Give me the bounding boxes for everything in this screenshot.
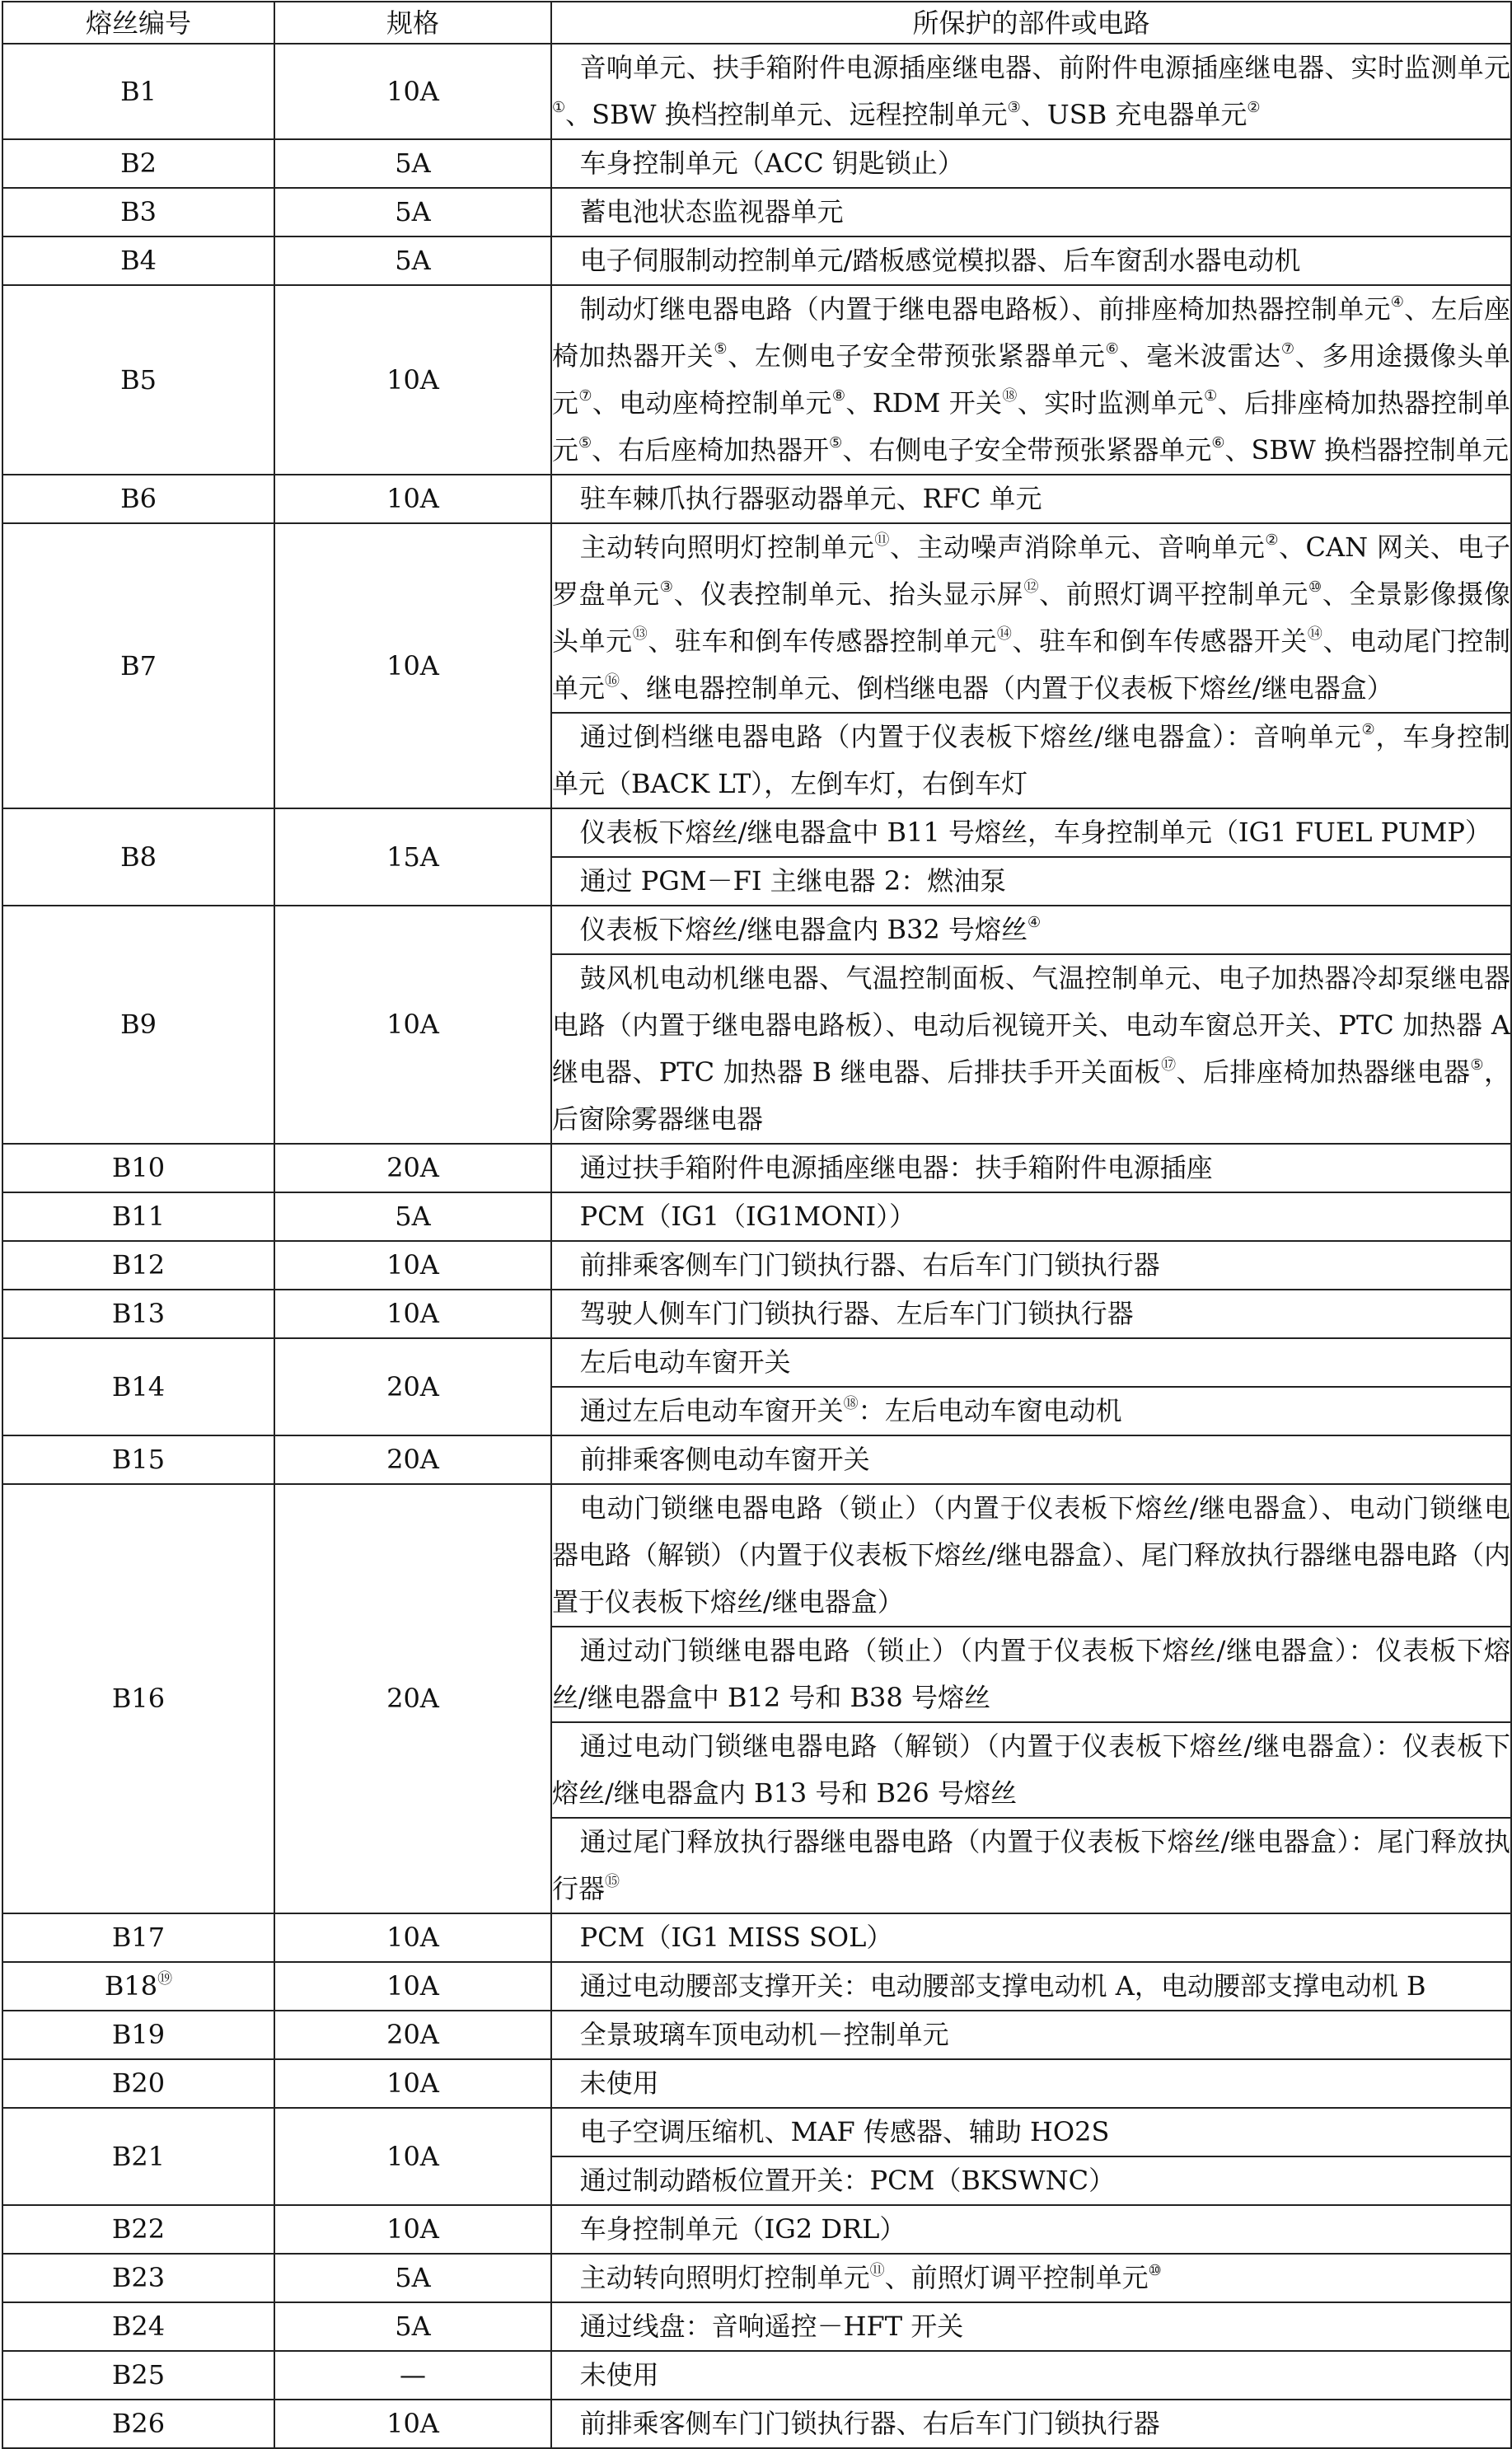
- protected-circuit: [551, 857, 1511, 906]
- table-row: [2, 285, 1511, 475]
- fuse-number-text: B24: [111, 2311, 166, 2342]
- fuse-number: [2, 1192, 274, 1241]
- header-fuse-number: 熔丝编号: [2, 2, 274, 44]
- circuit-segment: PCM（IG1（IG1MONI））: [579, 1201, 916, 1232]
- protected-circuit: [551, 236, 1511, 285]
- circuit-segment: 、后排座椅加热器控制单元: [552, 387, 1510, 466]
- circuit-segment: 、左侧电子安全带预张紧器单元: [728, 340, 1106, 372]
- protected-circuit: [551, 1913, 1511, 1962]
- fuse-number-text: B12: [111, 1249, 166, 1281]
- fuse-number: [2, 44, 274, 139]
- protected-circuit: [551, 713, 1511, 808]
- circuit-segment: 驾驶人侧车门门锁执行器、左后车门门锁执行器: [579, 1298, 1134, 1329]
- fuse-number-text: B18: [104, 1970, 158, 2002]
- note-ref: ②: [1361, 721, 1376, 738]
- fuse-number: [2, 2059, 274, 2108]
- fuse-rating: 5A: [274, 188, 551, 236]
- fuse-rating: 10A: [274, 2205, 551, 2254]
- circuit-text: [552, 475, 1510, 522]
- protected-circuit: [551, 1387, 1511, 1435]
- table-row: [2, 1241, 1511, 1290]
- circuit-text: [552, 2011, 1510, 2058]
- circuit-segment: 未使用: [579, 2359, 659, 2390]
- table-row: [2, 1144, 1511, 1192]
- circuit-text: [552, 286, 1510, 474]
- protected-circuit: [551, 1627, 1511, 1722]
- circuit-segment: 、USB 充电器单元: [1020, 99, 1248, 130]
- circuit-segment: 、驻车和倒车传感器控制单元: [648, 625, 997, 657]
- table-row: [2, 2302, 1511, 2351]
- circuit-text: [552, 1819, 1510, 1913]
- table-row: [2, 906, 1511, 954]
- protected-circuit: [551, 2156, 1511, 2205]
- circuit-text: [552, 1914, 1510, 1961]
- note-ref: ②: [1265, 531, 1280, 549]
- circuit-text: [552, 906, 1510, 953]
- circuit-text: [552, 2109, 1510, 2156]
- fuse-number-text: B26: [111, 2408, 166, 2439]
- fuse-table: [2, 1, 1512, 2449]
- fuse-number: [2, 2400, 274, 2448]
- circuit-segment: 、前照灯调平控制单元: [1039, 578, 1309, 610]
- fuse-rating: —: [274, 2351, 551, 2400]
- circuit-text: [552, 1723, 1510, 1817]
- circuit-text: [552, 140, 1510, 187]
- protected-circuit: [551, 523, 1511, 713]
- fuse-number: [2, 2011, 274, 2059]
- fuse-number: [2, 1484, 274, 1913]
- fuse-number: [2, 2351, 274, 2400]
- header-protected-circuits: 所保护的部件或电路: [551, 2, 1511, 44]
- fuse-number: [2, 1962, 274, 2011]
- circuit-segment: 主动转向照明灯控制单元: [579, 2262, 870, 2293]
- note-ref: ⑪: [874, 531, 890, 549]
- note-ref: ⑩: [1148, 2262, 1162, 2279]
- header-row: [2, 2, 1511, 44]
- note-ref: ⑭: [996, 625, 1013, 643]
- note-ref: ⑯: [605, 672, 620, 690]
- note-ref: ⑦: [1280, 340, 1295, 358]
- fuse-number-text: B15: [111, 1444, 166, 1475]
- table-row: [2, 1192, 1511, 1241]
- fuse-rating: 10A: [274, 2059, 551, 2108]
- fuse-number: [2, 1144, 274, 1192]
- circuit-text: [552, 2303, 1510, 2350]
- protected-circuit: [551, 1241, 1511, 1290]
- circuit-text: [552, 2400, 1510, 2447]
- fuse-table-body: [2, 44, 1511, 2448]
- note-ref: ⑭: [1307, 625, 1323, 643]
- circuit-segment: 、电动座椅控制单元: [592, 387, 832, 419]
- circuit-segment: 仪表板下熔丝/继电器盒中 B11 号熔丝，车身控制单元（IG1 FUEL PUMP）: [579, 817, 1491, 848]
- circuit-text: [552, 1290, 1510, 1337]
- circuit-text: [552, 2157, 1510, 2204]
- circuit-segment: 通过电动门锁继电器电路（解锁）（内置于仪表板下熔丝/继电器盒）：仪表板下熔丝/继电器盒内 B13 号和 B26 号熔丝: [552, 1730, 1510, 1809]
- fuse-rating: 5A: [274, 236, 551, 285]
- fuse-number-note: ⑲: [157, 1970, 173, 1988]
- circuit-segment: 前排乘客侧车门门锁执行器、右后车门门锁执行器: [579, 1249, 1160, 1281]
- note-ref: ⑤: [829, 434, 843, 452]
- table-row: [2, 808, 1511, 857]
- circuit-segment: 仪表板下熔丝/继电器盒内 B32 号熔丝: [579, 914, 1028, 945]
- fuse-number-text: B11: [111, 1201, 166, 1232]
- protected-circuit: [551, 1484, 1511, 1627]
- table-row: [2, 1290, 1511, 1338]
- fuse-number: [2, 2254, 274, 2302]
- fuse-number-text: B1: [120, 75, 157, 107]
- circuit-segment: 、SBW 换档器控制单元: [1224, 434, 1509, 466]
- circuit-segment: 通过 PGM－FI 主继电器 2：燃油泵: [579, 865, 1007, 897]
- circuit-segment: 、SBW 换档控制单元、远程控制单元: [565, 99, 1008, 130]
- protected-circuit: [551, 139, 1511, 188]
- fuse-number-text: B13: [111, 1298, 166, 1329]
- circuit-segment: 、驻车和倒车传感器开关: [1012, 625, 1308, 657]
- fuse-rating: 20A: [274, 1338, 551, 1435]
- fuse-number: [2, 1338, 274, 1435]
- fuse-number-text: B14: [111, 1370, 166, 1402]
- fuse-rating: 5A: [274, 1192, 551, 1241]
- circuit-text: [552, 1436, 1510, 1483]
- fuse-rating: 10A: [274, 906, 551, 1144]
- fuse-number: [2, 285, 274, 475]
- table-row: [2, 1913, 1511, 1962]
- fuse-number: [2, 808, 274, 906]
- fuse-number: [2, 188, 274, 236]
- fuse-number-text: B8: [120, 841, 157, 873]
- circuit-segment: 电子空调压缩机、MAF 传感器、辅助 HO2S: [579, 2116, 1110, 2147]
- table-row: [2, 2400, 1511, 2448]
- protected-circuit: [551, 44, 1511, 139]
- fuse-rating: 5A: [274, 2302, 551, 2351]
- note-ref: ①: [552, 99, 566, 116]
- fuse-number-text: B19: [111, 2019, 166, 2050]
- header-rating: 规格: [274, 2, 551, 44]
- circuit-segment: 、实时监测单元: [1017, 387, 1205, 419]
- circuit-text: [552, 1388, 1510, 1435]
- fuse-rating: 10A: [274, 44, 551, 139]
- table-row: [2, 2108, 1511, 2156]
- circuit-segment: 、后排座椅加热器继电器: [1176, 1056, 1471, 1088]
- table-row: [2, 2254, 1511, 2302]
- protected-circuit: [551, 1192, 1511, 1241]
- circuit-segment: 、主动噪声消除单元、音响单元: [889, 531, 1266, 563]
- circuit-segment: 电动门锁继电器电路（锁止）（内置于仪表板下熔丝/继电器盒）、电动门锁继电器电路（解锁）（内置于仪表板下熔丝/继电器盒）、尾门释放执行器继电器电路（内置于仪表板下熔丝/继电器盒）: [552, 1492, 1510, 1618]
- circuit-segment: 蓄电池状态监视器单元: [579, 196, 844, 227]
- fuse-number-text: B20: [111, 2067, 166, 2099]
- circuit-text: [552, 1963, 1510, 2010]
- circuit-segment: 、全景影像摄像头单元: [552, 578, 1510, 657]
- table-row: [2, 523, 1511, 713]
- fuse-number-text: B22: [111, 2213, 166, 2245]
- note-ref: ⑫: [1023, 578, 1040, 596]
- protected-circuit: [551, 285, 1511, 475]
- circuit-segment: 、右后座椅加热器开: [592, 434, 830, 466]
- note-ref: ②: [1247, 99, 1261, 116]
- fuse-rating: 10A: [274, 2108, 551, 2205]
- circuit-text: [552, 1485, 1510, 1626]
- circuit-segment: 鼓风机电动机继电器、气温控制面板、气温控制单元、电子加热器冷却泵继电器电路（内置于继电器电路板）、电动后视镜开关、电动车窗总开关、PTC 加热器 A 继电器、PTC 加热器 B 继电器、后排扶手开关面板: [552, 962, 1510, 1088]
- circuit-segment: 、多用途摄像头单元: [552, 340, 1510, 419]
- fuse-rating: 20A: [274, 1484, 551, 1913]
- protected-circuit: [551, 1962, 1511, 2011]
- table-row: [2, 1484, 1511, 1627]
- circuit-segment: 前排乘客侧电动车窗开关: [579, 1444, 870, 1475]
- fuse-number: [2, 1913, 274, 1962]
- note-ref: ④: [1390, 293, 1405, 311]
- fuse-number-text: B16: [111, 1683, 166, 1714]
- protected-circuit: [551, 475, 1511, 523]
- protected-circuit: [551, 1338, 1511, 1387]
- circuit-segment: 、电动尾门控制单元: [552, 625, 1510, 704]
- circuit-segment: ，车身控制单元（BACK LT），左倒车灯，右倒车灯: [552, 721, 1510, 799]
- circuit-text: [552, 44, 1510, 138]
- protected-circuit: [551, 1290, 1511, 1338]
- circuit-segment: 通过倒档继电器电路（内置于仪表板下熔丝/继电器盒）：音响单元: [579, 721, 1362, 752]
- protected-circuit: [551, 2011, 1511, 2059]
- fuse-rating: 10A: [274, 1913, 551, 1962]
- circuit-segment: 通过线盘：音响遥控－HFT 开关: [579, 2311, 964, 2342]
- note-ref: ⑧: [831, 387, 846, 405]
- fuse-rating: 10A: [274, 285, 551, 475]
- table-row: [2, 2205, 1511, 2254]
- fuse-number: [2, 2108, 274, 2205]
- fuse-number: [2, 906, 274, 1144]
- table-row: [2, 139, 1511, 188]
- circuit-text: [552, 2255, 1510, 2301]
- fuse-number-text: B7: [120, 649, 157, 681]
- circuit-segment: 电子伺服制动控制单元/踏板感觉模拟器、后车窗刮水器电动机: [579, 245, 1301, 276]
- circuit-segment: 通过动门锁继电器电路（锁止）（内置于仪表板下熔丝/继电器盒）：仪表板下熔丝/继电器盒中 B12 号和 B38 号熔丝: [552, 1635, 1510, 1713]
- protected-circuit: [551, 2205, 1511, 2254]
- circuit-segment: PCM（IG1 MISS SOL）: [579, 1922, 893, 1953]
- table-row: [2, 1962, 1511, 2011]
- protected-circuit: [551, 2302, 1511, 2351]
- protected-circuit: [551, 1144, 1511, 1192]
- circuit-segment: 主动转向照明灯控制单元: [579, 531, 875, 563]
- circuit-text: [552, 809, 1510, 856]
- circuit-segment: 前排乘客侧车门门锁执行器、右后车门门锁执行器: [579, 2408, 1160, 2439]
- circuit-text: [552, 524, 1510, 712]
- table-row: [2, 1338, 1511, 1387]
- fuse-rating: 20A: [274, 1144, 551, 1192]
- note-ref: ⑤: [1470, 1056, 1484, 1074]
- note-ref: ⑮: [605, 1873, 620, 1890]
- table-row: [2, 236, 1511, 285]
- circuit-segment: ：左后电动车窗电动机: [858, 1395, 1122, 1426]
- table-row: [2, 2059, 1511, 2108]
- circuit-text: [552, 2352, 1510, 2399]
- fuse-number-text: B4: [120, 245, 157, 276]
- circuit-segment: 音响单元、扶手箱附件电源插座继电器、前附件电源插座继电器、实时监测单元: [579, 52, 1510, 83]
- note-ref: ⑩: [1308, 578, 1322, 596]
- fuse-number: [2, 1290, 274, 1338]
- note-ref: ⑱: [1002, 387, 1018, 405]
- circuit-segment: 、仪表控制单元、抬头显示屏: [673, 578, 1024, 610]
- circuit-text: [552, 2206, 1510, 2253]
- circuit-segment: 制动灯继电器电路（内置于继电器电路板）、前排座椅加热器控制单元: [579, 293, 1391, 325]
- protected-circuit: [551, 1435, 1511, 1484]
- protected-circuit: [551, 1722, 1511, 1818]
- circuit-text: [552, 1627, 1510, 1721]
- circuit-text: [552, 955, 1510, 1143]
- note-ref: ⑦: [578, 387, 592, 405]
- fuse-rating: 10A: [274, 475, 551, 523]
- table-row: [2, 188, 1511, 236]
- circuit-segment: 车身控制单元（ACC 钥匙锁止）: [579, 148, 964, 179]
- note-ref: ④: [1027, 914, 1042, 931]
- circuit-segment: ，后窗除雾器继电器: [552, 1056, 1510, 1135]
- table-row: [2, 44, 1511, 139]
- note-ref: ⑰: [1161, 1056, 1177, 1074]
- fuse-number-text: B9: [120, 1009, 157, 1040]
- fuse-rating: 10A: [274, 1962, 551, 2011]
- circuit-segment: 驻车棘爪执行器驱动器单元、RFC 单元: [579, 483, 1042, 514]
- fuse-number: [2, 475, 274, 523]
- fuse-number-text: B10: [111, 1152, 166, 1183]
- circuit-segment: 全景玻璃车顶电动机－控制单元: [579, 2019, 949, 2050]
- table-row: [2, 2351, 1511, 2400]
- circuit-segment: 、毫米波雷达: [1119, 340, 1281, 372]
- circuit-segment: 、CAN 网关、电子罗盘单元: [552, 531, 1510, 610]
- circuit-segment: 通过制动踏板位置开关：PCM（BKSWNC）: [579, 2165, 1116, 2196]
- fuse-number-text: B2: [120, 148, 157, 179]
- fuse-number: [2, 2302, 274, 2351]
- note-ref: ⑬: [632, 625, 648, 643]
- fuse-number-text: B25: [111, 2359, 166, 2390]
- circuit-segment: 、前照灯调平控制单元: [884, 2262, 1149, 2293]
- fuse-rating: 5A: [274, 2254, 551, 2302]
- note-ref: ⑤: [578, 434, 592, 452]
- table-row: [2, 2011, 1511, 2059]
- fuse-rating: 10A: [274, 523, 551, 808]
- note-ref: ⑤: [714, 340, 728, 358]
- protected-circuit: [551, 2351, 1511, 2400]
- circuit-segment: 车身控制单元（IG2 DRL）: [579, 2213, 906, 2245]
- note-ref: ⑥: [1105, 340, 1120, 358]
- protected-circuit: [551, 2059, 1511, 2108]
- circuit-text: [552, 1339, 1510, 1386]
- table-row: [2, 475, 1511, 523]
- fuse-number-text: B6: [120, 483, 157, 514]
- fuse-number: [2, 1241, 274, 1290]
- fuse-rating: 10A: [274, 2400, 551, 2448]
- fuse-number-text: B5: [120, 363, 157, 396]
- circuit-segment: 、右侧电子安全带预张紧器单元: [842, 434, 1212, 466]
- protected-circuit: [551, 2400, 1511, 2448]
- circuit-text: [552, 1145, 1510, 1192]
- fuse-number: [2, 1435, 274, 1484]
- circuit-text: [552, 237, 1510, 284]
- protected-circuit: [551, 1818, 1511, 1913]
- circuit-segment: 通过尾门释放执行器继电器电路（内置于仪表板下熔丝/继电器盒）：尾门释放执行器: [552, 1826, 1510, 1904]
- fuse-number: [2, 523, 274, 808]
- protected-circuit: [551, 2254, 1511, 2302]
- circuit-segment: 未使用: [579, 2067, 659, 2099]
- circuit-text: [552, 2060, 1510, 2107]
- fuse-rating: 20A: [274, 2011, 551, 2059]
- circuit-text: [552, 1193, 1510, 1240]
- note-ref: ⑥: [1211, 434, 1225, 452]
- circuit-text: [552, 1242, 1510, 1289]
- fuse-number: [2, 236, 274, 285]
- circuit-segment: 、继电器控制单元、倒档继电器（内置于仪表板下熔丝/继电器盒）: [620, 672, 1393, 704]
- fuse-number-text: B17: [111, 1922, 166, 1953]
- protected-circuit: [551, 808, 1511, 857]
- fuse-rating: 10A: [274, 1290, 551, 1338]
- fuse-number-text: B21: [111, 2140, 166, 2172]
- fuse-number-text: B23: [111, 2262, 166, 2293]
- fuse-rating: 15A: [274, 808, 551, 906]
- protected-circuit: [551, 906, 1511, 954]
- circuit-segment: 通过扶手箱附件电源插座继电器：扶手箱附件电源插座: [579, 1152, 1213, 1183]
- circuit-segment: 左后电动车窗开关: [579, 1346, 791, 1378]
- fuse-number: [2, 139, 274, 188]
- fuse-number-text: B3: [120, 196, 157, 227]
- table-row: [2, 1435, 1511, 1484]
- protected-circuit: [551, 954, 1511, 1144]
- circuit-segment: 通过左后电动车窗开关: [579, 1395, 844, 1426]
- fuse-rating: 10A: [274, 1241, 551, 1290]
- fuse-rating: 20A: [274, 1435, 551, 1484]
- note-ref: ①: [1204, 387, 1218, 405]
- circuit-text: [552, 714, 1510, 808]
- circuit-segment: 通过电动腰部支撑开关：电动腰部支撑电动机 A，电动腰部支撑电动机 B: [579, 1970, 1426, 2002]
- fuse-number: [2, 2205, 274, 2254]
- circuit-text: [552, 858, 1510, 905]
- circuit-segment: 、左后座椅加热器开关: [552, 293, 1510, 372]
- circuit-segment: 、RDM 开关: [845, 387, 1003, 419]
- note-ref: ⑱: [843, 1395, 859, 1412]
- note-ref: ③: [1007, 99, 1021, 116]
- note-ref: ③: [659, 578, 674, 596]
- protected-circuit: [551, 188, 1511, 236]
- fuse-rating: 5A: [274, 139, 551, 188]
- protected-circuit: [551, 2108, 1511, 2156]
- note-ref: ⑪: [869, 2262, 885, 2279]
- circuit-text: [552, 189, 1510, 236]
